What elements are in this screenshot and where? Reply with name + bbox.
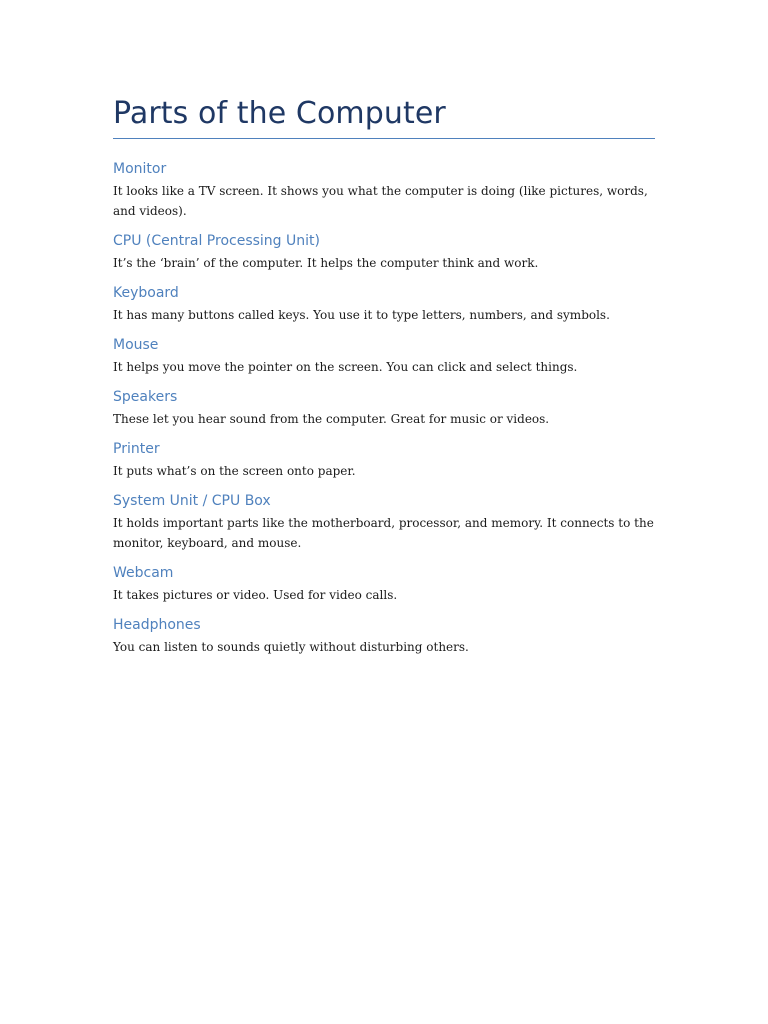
section-text: It helps you move the pointer on the screen. You can click and select things. <box>113 360 578 374</box>
section-text: It takes pictures or video. Used for video calls. <box>113 588 398 602</box>
section-text: It puts what’s on the screen onto paper. <box>113 464 356 478</box>
section-heading: Headphones <box>113 617 201 633</box>
section-text: It holds important parts like the motherboard, processor, and memory. It connects to the monitor, keyboard, and mouse. <box>113 516 654 550</box>
section-heading: CPU (Central Processing Unit) <box>113 233 320 249</box>
section-heading: Webcam <box>113 565 174 581</box>
section-text: These let you hear sound from the computer. Great for music or videos. <box>113 412 550 426</box>
section-printer <box>113 439 655 481</box>
section-heading: Mouse <box>113 337 159 353</box>
section-speakers <box>113 387 655 429</box>
section-heading: Printer <box>113 441 160 457</box>
section-text: It looks like a TV screen. It shows you what the computer is doing (like pictures, words, and videos). <box>113 184 648 218</box>
sections-list <box>113 159 655 657</box>
section-headphones <box>113 615 655 657</box>
document-page <box>113 96 655 667</box>
section-text: It’s the ‘brain’ of the computer. It helps the computer think and work. <box>113 256 539 270</box>
section-heading: Keyboard <box>113 285 179 301</box>
section-heading: Monitor <box>113 161 167 177</box>
section-heading: System Unit / CPU Box <box>113 493 271 509</box>
section-keyboard <box>113 283 655 325</box>
section-cpu <box>113 231 655 273</box>
section-mouse <box>113 335 655 377</box>
section-webcam <box>113 563 655 605</box>
section-system-unit <box>113 491 655 553</box>
section-monitor <box>113 159 655 221</box>
section-heading: Speakers <box>113 389 178 405</box>
page-title: Parts of the Computer <box>113 96 655 139</box>
section-text: You can listen to sounds quietly without disturbing others. <box>113 640 469 654</box>
section-text: It has many buttons called keys. You use it to type letters, numbers, and symbols. <box>113 308 610 322</box>
